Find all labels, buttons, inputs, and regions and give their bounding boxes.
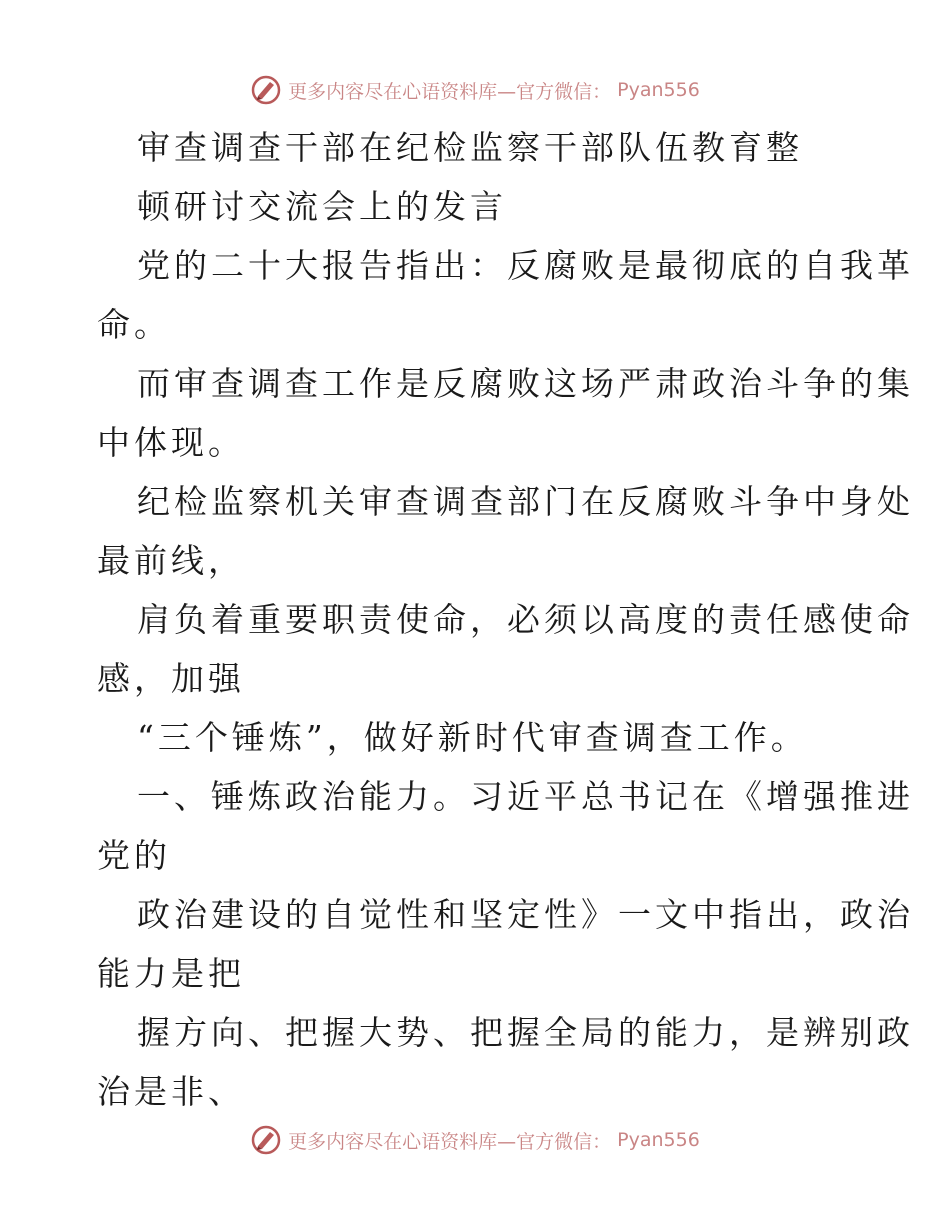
- text-line: 而审查调查工作是反腐败这场严肃政治斗争的集: [137, 364, 914, 403]
- watermark-text: 更多内容尽在心语资料库—官方微信：: [288, 80, 612, 103]
- watermark-wechat-id: Pyan556: [617, 79, 700, 101]
- text-line: 纪检监察机关审查调查部门在反腐败斗争中身处: [137, 482, 914, 521]
- text-line: 顿研讨交流会上的发言: [137, 187, 507, 226]
- watermark-wechat-id: Pyan556: [617, 1129, 700, 1151]
- text-line: 肩负着重要职责使命，必须以高度的责任感使命: [137, 600, 914, 639]
- text-line: 一、锤炼政治能力。习近平总书记在《增强推进: [137, 777, 914, 816]
- text-line: 审查调查干部在纪检监察干部队伍教育整: [137, 128, 803, 167]
- pen-logo-icon: [250, 74, 282, 106]
- text-line: 政治建设的自觉性和坚定性》一文中指出，政治: [137, 895, 914, 934]
- text-line: 治是非、: [97, 1072, 245, 1111]
- document-body: [97, 118, 914, 1121]
- text-line: 中体现。: [97, 423, 245, 462]
- text-line: 握方向、把握大势、把握全局的能力，是辨别政: [137, 1013, 914, 1052]
- text-line: 党的二十大报告指出：反腐败是最彻底的自我革: [137, 246, 914, 285]
- header-watermark: [0, 70, 950, 110]
- text-line: “三个锤炼”，做好新时代审查调查工作。: [137, 718, 808, 757]
- watermark-text: 更多内容尽在心语资料库—官方微信：: [288, 1130, 612, 1153]
- text-line: 命。: [97, 305, 171, 344]
- text-line: 党的: [97, 836, 171, 875]
- text-line: 感，加强: [97, 659, 245, 698]
- text-line: 能力是把: [97, 954, 245, 993]
- text-line: 最前线，: [97, 541, 245, 580]
- footer-watermark: [0, 1120, 950, 1160]
- pen-logo-icon: [250, 1124, 282, 1156]
